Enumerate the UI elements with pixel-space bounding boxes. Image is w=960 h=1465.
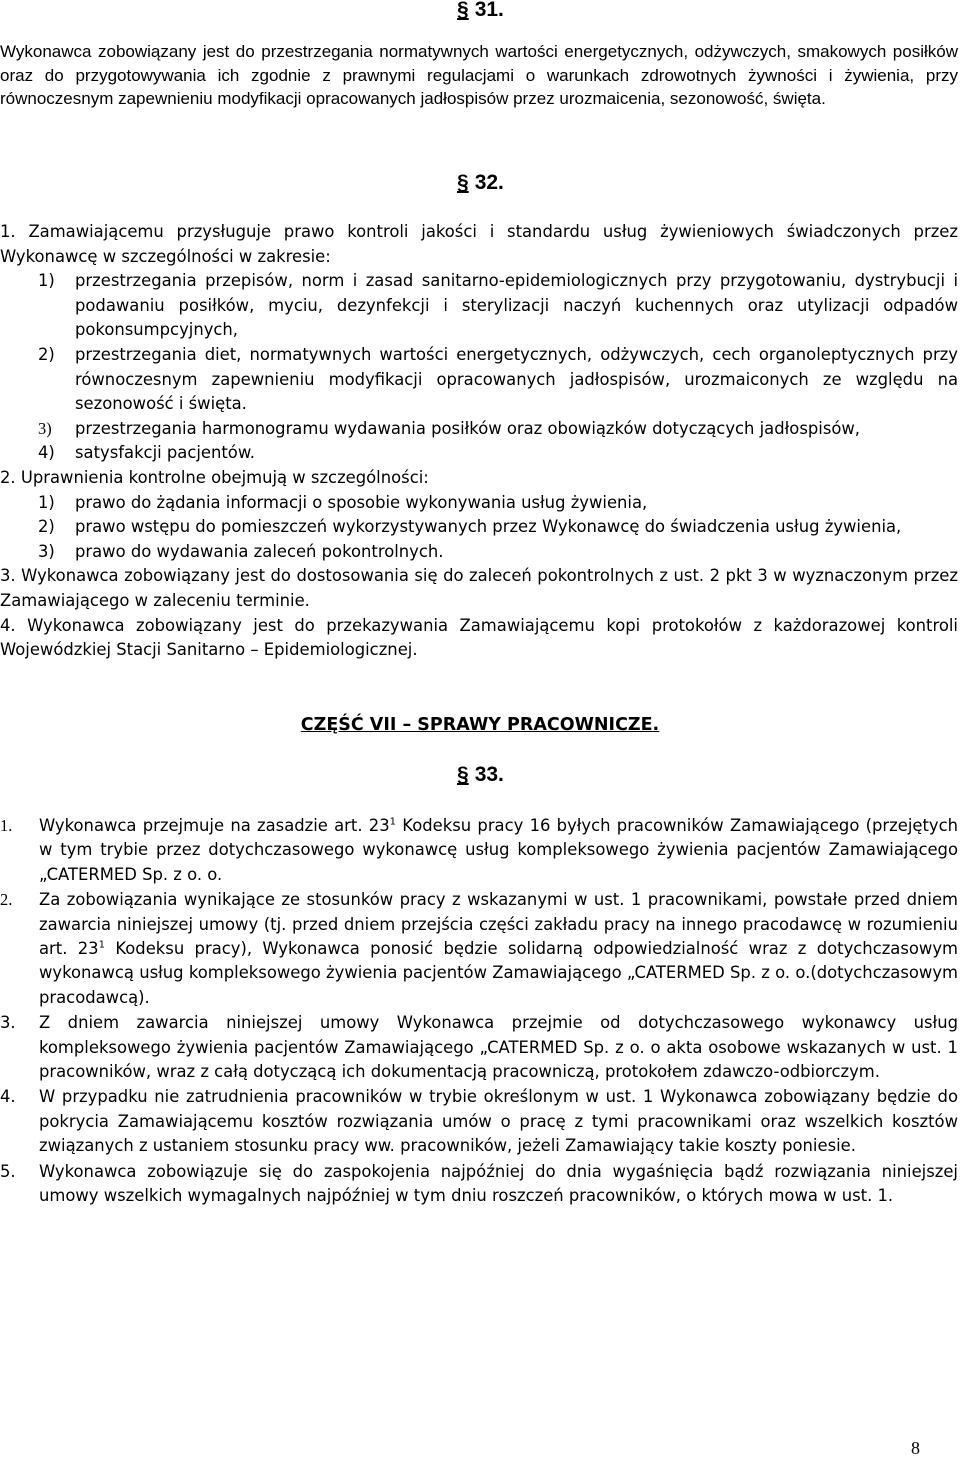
item-number: 3) bbox=[38, 418, 52, 438]
paragraph-31 bbox=[0, 40, 958, 111]
item-text: prawo do żądania informacji o sposobie wykonywania usług żywienia, bbox=[75, 492, 648, 512]
point-text: Uprawnienia kontrolne obejmują w szczególności: bbox=[20, 467, 429, 487]
point-text: Wykonawca przejmuje na zasadzie art. 23 bbox=[39, 816, 390, 835]
item-number: 1) bbox=[38, 492, 55, 512]
point-number: 2. bbox=[0, 467, 16, 487]
superscript: 1 bbox=[98, 939, 105, 951]
section-number: 32. bbox=[474, 171, 504, 194]
point-text-continued: Kodeksu pracy 16 byłych pracowników Zamawiającego (przejętych w tym trybie przez dotychczasowego wykonawcę usług kompleksowego żywienia pacjentów Zamawiającego „CATERMED Sp. z o. o. bbox=[39, 816, 959, 884]
point-33-2 bbox=[0, 888, 958, 1010]
point-number: 4. bbox=[0, 1087, 16, 1107]
section-symbol: § bbox=[457, 763, 469, 786]
page-number: 8 bbox=[911, 1438, 920, 1458]
point-text: W przypadku nie zatrudnienia pracowników w trybie określonym w ust. 1 Wykonawca zobowiązany będzie do pokrycia Zamawiającemu kosztów rozwiązania umów o pracę z tymi pracownikami oraz wszelkich kosztów związanych z ustaniem stosunku pracy ww. pracowników, jeżeli Zamawiający takie koszty poniesie. bbox=[39, 1087, 958, 1156]
section-symbol: § bbox=[457, 0, 469, 21]
point-number: 1. bbox=[0, 816, 13, 835]
list-item bbox=[0, 515, 958, 540]
item-text: satysfakcji pacjentów. bbox=[75, 443, 255, 463]
item-text: prawo wstępu do pomieszczeń wykorzystywanych przez Wykonawcę do świadczenia usług żywienia, bbox=[75, 517, 902, 537]
point-text: Zamawiającemu przysługuje prawo kontroli jakości i standardu usług żywieniowych świadczonych przez Wykonawcę w szczególności w zakresie: bbox=[0, 222, 958, 266]
item-text: prawo do wydawania zaleceń pokontrolnych. bbox=[75, 541, 444, 561]
point-number: 1. bbox=[0, 222, 16, 241]
point-32-4 bbox=[0, 614, 958, 663]
item-number: 4) bbox=[38, 443, 55, 463]
list-item bbox=[0, 343, 958, 417]
point-text: Za zobowiązania wynikające ze stosunków pracy z wskazanymi w ust. 1 pracownikami, powstałe przed dniem zawarcia niniejszej umowy (tj. przed dniem przejścia części zakładu pracy na innego pracodawcę w rozumieniu art. 23 bbox=[39, 890, 958, 959]
section-heading-33 bbox=[457, 763, 504, 787]
section-symbol: § bbox=[457, 171, 469, 194]
point-32-3 bbox=[0, 564, 958, 613]
point-33-1 bbox=[0, 814, 958, 887]
point-text: Z dniem zawarcia niniejszej umowy Wykonawca przejmie od dotychczasowego wykonawcy usług kompleksowego żywienia pacjentów Zamawiającego „CATERMED Sp. z o. o akta osobowe wskazanych w ust. 1 pracowników, wraz z całą dotyczącą ich dokumentacją pracowniczą, protokołem zdawczo-odbiorczym. bbox=[39, 1013, 958, 1082]
section-number: 31. bbox=[474, 0, 504, 21]
item-number: 1) bbox=[38, 271, 55, 291]
item-text: przestrzegania diet, normatywnych wartości energetycznych, odżywczych, cech organoleptycznych przy równoczesnym zapewnieniu modyfikacji opracowanych jadłospisów, urozmaiconych ze względu na sezonowość i święta. bbox=[75, 344, 958, 414]
list-item bbox=[0, 269, 958, 343]
point-text: Wykonawca zobowiązuje się do zaspokojenia najpóźniej do dnia wygaśnięcia bądź rozwiązania niniejszej umowy wszelkich wymagalnych najpóźniej w tym dniu roszczeń pracowników, o których mowa w ust. 1. bbox=[39, 1161, 958, 1206]
point-32-1 bbox=[0, 220, 958, 269]
item-text: przestrzegania harmonogramu wydawania posiłków oraz obowiązków dotyczących jadłospisów, bbox=[75, 418, 860, 438]
point-text-continued: Kodeksu pracy), Wykonawca ponosić będzie solidarną odpowiedzialność wraz z dotychczasowym wykonawcą usług kompleksowego żywienia pacjentów Zamawiającego „CATERMED Sp. z o. o.(dotychczasowym pracodawcą). bbox=[39, 939, 958, 1007]
section-32-body bbox=[0, 220, 958, 663]
list-item bbox=[0, 491, 958, 516]
superscript: 1 bbox=[389, 816, 397, 828]
list-item bbox=[0, 540, 958, 565]
item-number: 2) bbox=[38, 517, 55, 537]
list-item bbox=[0, 441, 958, 466]
point-number: 4. bbox=[0, 615, 16, 635]
point-text: Wykonawca zobowiązany jest do dostosowania się do zaleceń pokontrolnych z ust. 2 pkt 3 w wyznaczonym przez Zamawiającego w zaleceniu terminie. bbox=[0, 566, 958, 610]
item-number: 3) bbox=[38, 541, 55, 561]
point-number: 5. bbox=[0, 1161, 16, 1181]
point-number: 3. bbox=[0, 566, 16, 586]
section-heading-32 bbox=[457, 171, 504, 195]
chapter-title: CZĘŚĆ VII – SPRAWY PRACOWNICZE. bbox=[300, 715, 660, 735]
paragraph-31-text: Wykonawca zobowiązany jest do przestrzegania normatywnych wartości energetycznych, odżywczych, smakowych posiłków oraz do przygotowywania ich zgodnie z prawnymi regulacjami o warunkach zdrowotnych żywności i żywienia, przy równoczesnym zapewnieniu modyfikacji opracowanych jadłospisów przez urozmaicenia, sezonowość, święta. bbox=[0, 42, 958, 108]
list-item bbox=[0, 417, 958, 442]
section-33-body bbox=[0, 814, 958, 1209]
section-heading-31 bbox=[457, 0, 504, 22]
section-number: 33. bbox=[474, 763, 504, 786]
point-32-2 bbox=[0, 466, 958, 491]
point-33-4 bbox=[0, 1085, 958, 1158]
item-number: 2) bbox=[38, 344, 55, 364]
point-33-3 bbox=[0, 1011, 958, 1084]
point-number: 2. bbox=[0, 890, 13, 910]
point-text: Wykonawca zobowiązany jest do przekazywania Zamawiającemu kopi protokołów z każdorazowej kontroli Wojewódzkiej Stacji Sanitarno – Epidemiologicznej. bbox=[0, 615, 958, 660]
item-text: przestrzegania przepisów, norm i zasad sanitarno-epidemiologicznych przy przygotowaniu, dystrybucji i podawaniu posiłków, myciu, dezynfekcji i sterylizacji naczyń kuchennych oraz utylizacji odpadów pokonsumpcyjnych, bbox=[75, 271, 958, 340]
point-33-5 bbox=[0, 1160, 958, 1209]
point-number: 3. bbox=[0, 1013, 16, 1033]
